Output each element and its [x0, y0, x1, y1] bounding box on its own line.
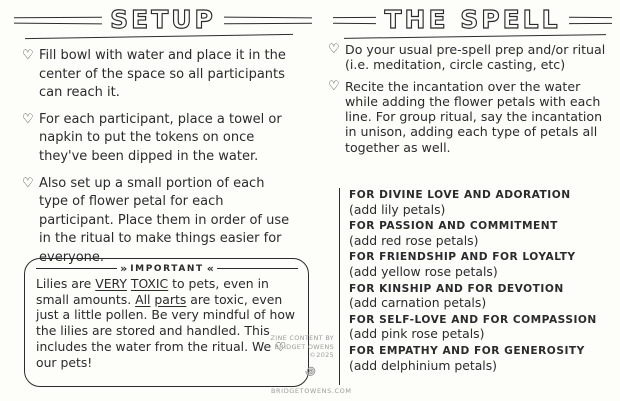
spell-step-text: Recite the incantation over the water while adding the flower petals with each line. For group ritual, say the incantation in unison, adding each type of petals all together as well.: [345, 79, 603, 155]
setup-title: SETUP: [110, 5, 216, 34]
list-item: [22, 47, 306, 103]
list-item: [328, 79, 614, 154]
spiral-icon: [301, 361, 321, 385]
setup-steps-list: [22, 47, 306, 276]
heart-bullet-icon: ♡: [22, 111, 34, 127]
left-chevrons-icon: «: [206, 262, 214, 275]
list-item: [22, 175, 306, 268]
incantation-line: [349, 219, 612, 248]
important-rule-left: [36, 268, 117, 269]
header-rule-right: [224, 17, 312, 24]
header-rule-left: [333, 17, 376, 24]
incantation-heading: FOR DIVINE LOVE AND ADORATION: [349, 189, 571, 201]
list-item: [328, 42, 614, 72]
setup-step-text: Fill bowl with water and place it in the center of the space so all participants can reach it.: [39, 48, 286, 101]
spell-steps-list: [328, 42, 614, 162]
incantation-petal-note: (add lily petals): [349, 201, 446, 217]
incantation-list: [339, 188, 612, 385]
list-item: [22, 111, 306, 167]
right-chevrons-icon: »: [120, 262, 128, 275]
heart-bullet-icon: ♡: [22, 48, 34, 63]
incantation-heading: FOR KINSHIP AND FOR DEVOTION: [349, 282, 564, 295]
setup-step-text: Also set up a small portion of each type of flower petal for each participant. Place them in order of use in the ritual to make things easier for everyone.: [39, 175, 290, 265]
incantation-petal-note: (add pink rose petals): [349, 326, 485, 342]
incantation-petal-note: (add carnation petals): [349, 295, 487, 311]
credit-website: BRIDGETOWENS.COM: [271, 387, 352, 395]
incantation-line: [349, 250, 612, 279]
setup-header: [14, 5, 312, 35]
credit-line: ©2025: [309, 351, 334, 360]
important-warning-box: [24, 258, 309, 387]
incantation-heading: FOR PASSION AND COMMITMENT: [349, 220, 558, 233]
incantation-heading: FOR FRIENDSHIP AND FOR LOYALTY: [349, 251, 576, 264]
important-label: IMPORTANT: [130, 263, 204, 274]
zine-credit: [252, 334, 334, 360]
important-warning-text: Lilies are VERY TOXIC to pets, even in small amounts. All parts are toxic, even just a little pollen. Be very mindful of how the lilies are stored and handled. This includes the water from the ritual. We ♡ our pets!: [36, 276, 296, 370]
incantation-line: [349, 313, 612, 342]
header-rule-right: [569, 17, 612, 24]
incantation-petal-note: (add yellow rose petals): [349, 263, 498, 279]
credit-line: BRIDGET OWENS: [274, 342, 334, 351]
incantation-heading: FOR EMPATHY AND FOR GENEROSITY: [349, 344, 585, 357]
credit-line: ZINE CONTENT BY: [270, 334, 334, 342]
incantation-petal-note: (add delphinium petals): [349, 357, 498, 373]
incantation-line: [349, 188, 612, 217]
heart-bullet-icon: ♡: [328, 79, 340, 95]
heart-bullet-icon: ♡: [328, 42, 340, 57]
incantation-heading: FOR SELF-LOVE AND FOR COMPASSION: [349, 313, 597, 326]
spell-title: THE SPELL: [384, 5, 561, 34]
heart-bullet-icon: ♡: [22, 175, 34, 191]
incantation-line: [349, 282, 612, 311]
spell-step-text: Do your usual pre-spell prep and/or ritual (i.e. meditation, circle casting, etc): [345, 42, 606, 73]
spell-header: [333, 5, 612, 35]
important-box-header: [36, 262, 298, 275]
incantation-petal-note: (add red rose petals): [349, 232, 479, 248]
important-rule-right: [217, 268, 298, 269]
header-rule-left: [14, 17, 102, 24]
setup-step-text: For each participant, place a towel or napkin to put the tokens on once they've been dipped in the water.: [39, 111, 282, 164]
incantation-line: [349, 344, 612, 373]
